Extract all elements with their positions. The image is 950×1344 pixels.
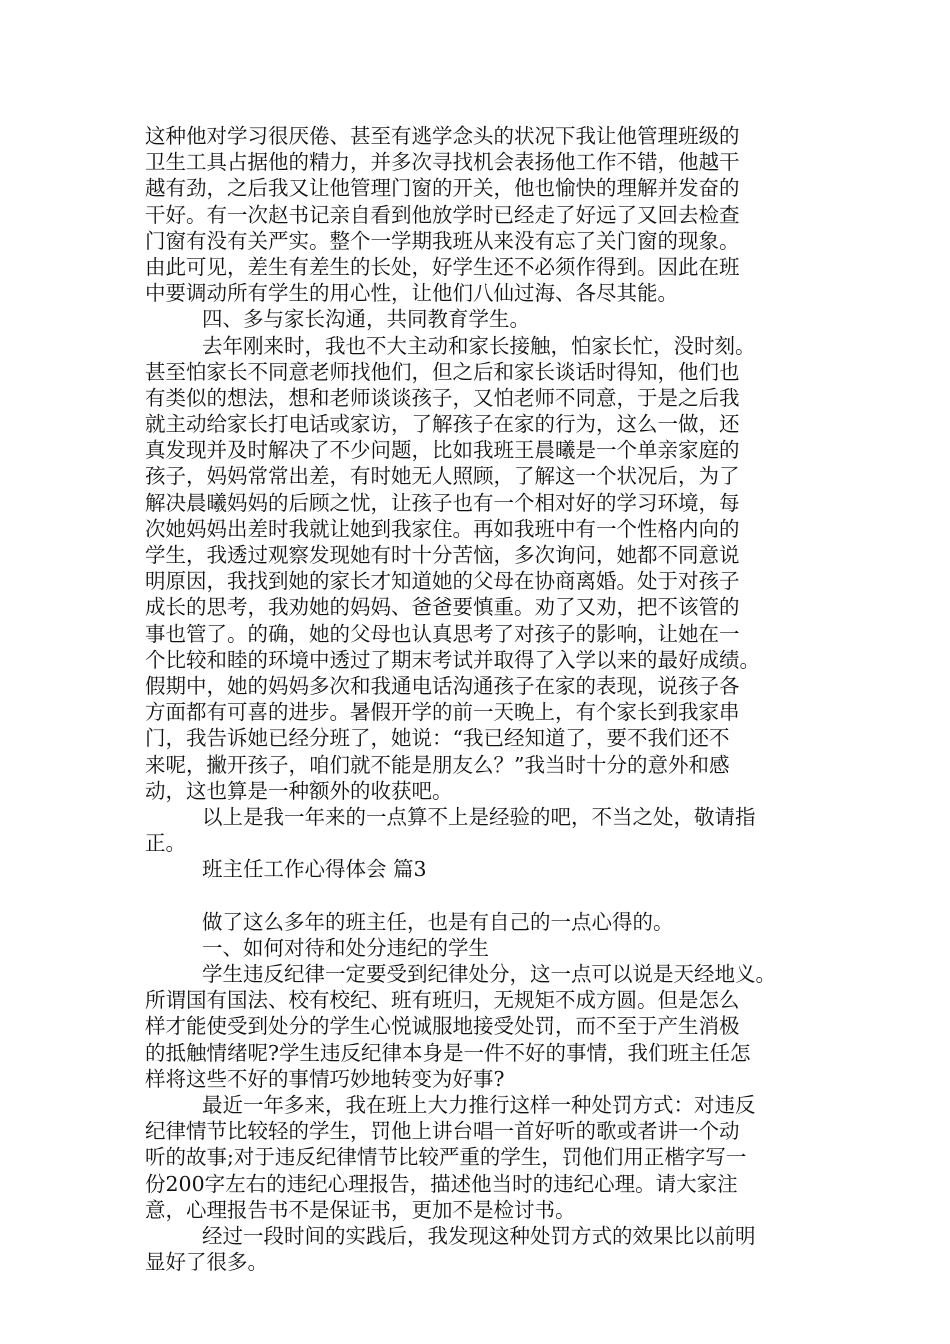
text-line: 动，这也算是一种额外的收获吧。 [145, 778, 453, 803]
text-line: 学生违反纪律一定要受到纪律处分，这一点可以说是天经地义。 [202, 962, 776, 986]
text-line: 最近一年多来，我在班上大力推行这样一种处罚方式：对违反 [202, 1092, 756, 1117]
text-line: 真发现并及时解决了不少问题，比如我班王晨曦是一个单亲家庭的 [145, 438, 740, 463]
text-line: 就主动给家长打电话或家访，了解孩子在家的行为，这么一做，还 [145, 412, 740, 437]
text-line: 孩子，妈妈常常出差，有时她无人照顾，了解这一个状况后，为了 [145, 464, 740, 489]
text-line: 四、多与家长沟通，共同教育学生。 [202, 307, 530, 332]
text-line: 份200字左右的违纪心理报告，描述他当时的违纪心理。请大家注 [145, 1171, 738, 1196]
text-line: 解决晨曦妈妈的后顾之忧，让孩子也有一个相对好的学习环境，每 [145, 490, 740, 515]
text-line: 正。 [145, 831, 186, 856]
document-body [145, 123, 810, 1275]
text-line: 甚至怕家长不同意老师找他们，但之后和家长谈话时得知，他们也 [145, 359, 740, 384]
text-line: 方面都有可喜的进步。暑假开学的前一天晚上，有个家长到我家串 [145, 700, 740, 725]
text-line: 明原因，我找到她的家长才知道她的父母在协商离婚。处于对孩子 [145, 569, 740, 594]
text-line: 做了这么多年的班主任，也是有自己的一点心得的。 [202, 909, 674, 934]
text-line: 事也管了。的确，她的父母也认真思考了对孩子的影响，让她在一 [145, 621, 740, 646]
text-line: 门，我告诉她已经分班了，她说：“我已经知道了，要不我们还不 [145, 726, 730, 751]
blank-line [145, 882, 810, 908]
text-line: 一、如何对待和处分违纪的学生 [202, 935, 489, 960]
text-line: 门窗有没有关严实。整个一学期我班从来没有忘了关门窗的现象。 [145, 228, 740, 253]
text-line: 学生，我透过观察发现她有时十分苦恼，多次询问，她都不同意说 [145, 543, 740, 567]
text-line: 由此可见，差生有差生的长处，好学生还不必须作得到。因此在班 [145, 254, 740, 279]
text-line: 班主任工作心得体会 篇3 [202, 857, 427, 882]
text-line: 经过一段时间的实践后，我发现这种处罚方式的效果比以前明 [202, 1223, 756, 1248]
text-line: 次她妈妈出差时我就让她到我家住。再如我班中有一个性格内向的 [145, 516, 740, 541]
text-line: 干好。有一次赵书记亲自看到他放学时已经走了好远了又回去检查 [145, 202, 740, 227]
text-line: 成长的思考，我劝她的妈妈、爸爸要慎重。劝了又劝，把不该管的 [145, 595, 740, 620]
text-line: 意，心理报告书不是保证书，更加不是检讨书。 [145, 1197, 576, 1222]
text-line: 样将这些不好的事情巧妙地转变为好事? [145, 1066, 505, 1091]
text-line: 中要调动所有学生的用心性，让他们八仙过海、各尽其能。 [145, 281, 678, 306]
text-line: 以上是我一年来的一点算不上是经验的吧，不当之处，敬请指 [202, 804, 756, 829]
text-line: 听的故事;对于违反纪律情节比较严重的学生，罚他们用正楷字写一 [145, 1145, 747, 1170]
text-line: 越有劲，之后我又让他管理门窗的开关，他也愉快的理解并发奋的 [145, 176, 740, 201]
text-line: 个比较和睦的环境中透过了期末考试并取得了入学以来的最好成绩。 [145, 647, 760, 672]
text-line: 去年刚来时，我也不大主动和家长接触，怕家长忙，没时刻。 [202, 333, 756, 358]
text-line: 这种他对学习很厌倦、甚至有逃学念头的状况下我让他管理班级的 [145, 124, 740, 148]
text-line: 纪律情节比较轻的学生，罚他上讲台唱一首好听的歌或者讲一个动 [145, 1119, 740, 1144]
text-line: 的抵触情绪呢?学生违反纪律本身是一件不好的事情，我们班主任怎 [145, 1040, 751, 1065]
text-line: 显好了很多。 [145, 1250, 268, 1275]
text-line: 样才能使受到处分的学生心悦诚服地接受处罚，而不至于产生消极 [145, 1014, 740, 1039]
text-line: 假期中，她的妈妈多次和我通电话沟通孩子在家的表现，说孩子各 [145, 673, 740, 698]
text-line: 来呢，撇开孩子，咱们就不能是朋友么？”我当时十分的意外和感 [145, 752, 730, 777]
text-line: 所谓国有国法、校有校纪、班有班归，无规矩不成方圆。但是怎么 [145, 988, 740, 1013]
text-line: 有类似的想法，想和老师谈谈孩子，又怕老师不同意，于是之后我 [145, 385, 740, 410]
text-line: 卫生工具占据他的精力，并多次寻找机会表扬他工作不错，他越干 [145, 150, 740, 175]
